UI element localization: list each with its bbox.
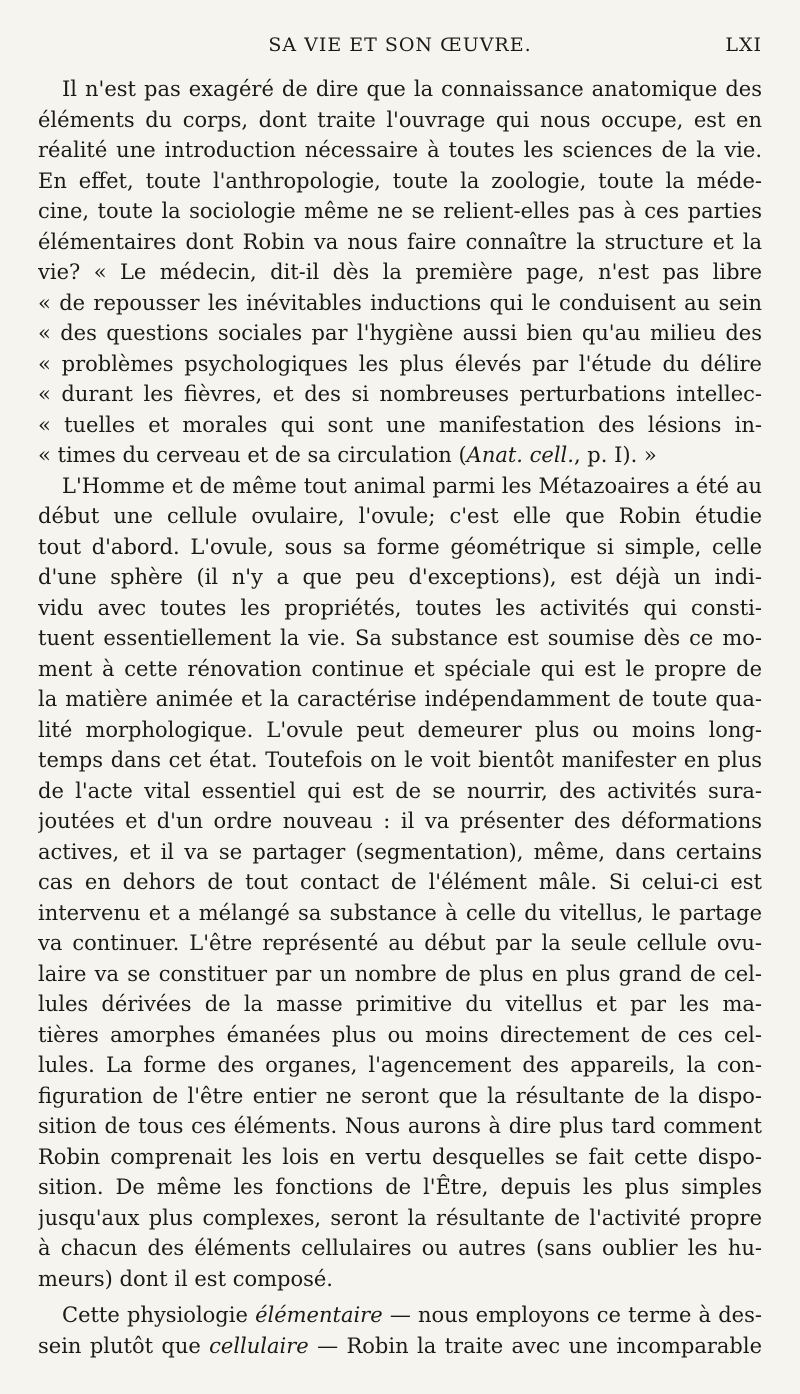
text-line: à chacun des éléments cellulaires ou autres (sans oublier les hu-	[38, 1236, 762, 1260]
text-line: tuent essentiellement la vie. Sa substance est soumise dès ce mo-	[38, 626, 762, 650]
text-line: meurs) dont il est composé.	[38, 1266, 333, 1291]
text-line: L'Homme et de même tout animal parmi les Métazoaires a été au	[62, 473, 762, 498]
text-line: joutées et d'un ordre nouveau : il va présenter des déformations	[38, 809, 762, 833]
italic-term: cellulaire	[209, 1333, 309, 1358]
text-line: En effet, toute l'anthropologie, toute la zoologie, toute la méde-	[38, 168, 762, 193]
paragraph-2	[38, 471, 762, 1295]
line-text: — nous employons ce terme à des-	[382, 1303, 762, 1327]
text-line	[38, 440, 762, 471]
text-line: « durant les fièvres, et des si nombreuses perturbations intellec-	[38, 382, 762, 406]
italic-term: élémentaire	[255, 1303, 383, 1327]
citation-italic: Anat. cell.	[466, 443, 574, 467]
page-number: LXI	[725, 34, 762, 56]
text-line: élémentaires dont Robin va nous faire connaître la structure et la	[38, 229, 762, 254]
text-line	[38, 1331, 762, 1362]
text-line: figuration de l'être entier ne seront que la résultante de la dispo-	[38, 1083, 762, 1108]
text-line: lules dérivées de la masse primitive du vitellus et par les ma-	[38, 992, 762, 1016]
text-line: tout d'abord. L'ovule, sous sa forme géométrique si simple, celle	[38, 534, 762, 559]
text-line: « problèmes psychologiques les plus élevés par l'étude du délire	[38, 351, 762, 376]
text-line: intervenu et a mélangé sa substance à celle du vitellus, le partage	[38, 900, 762, 925]
text-line: de l'acte vital essentiel qui est de se nourrir, des activités sura-	[38, 778, 762, 803]
text-line: cine, toute la sociologie même ne se relient-elles pas à ces parties	[38, 199, 762, 223]
paragraph-3	[38, 1300, 762, 1361]
text-line: la matière animée et la caractérise indépendamment de toute qua-	[38, 687, 762, 711]
text-line: ment à cette rénovation continue et spéciale qui est le propre de	[38, 656, 762, 681]
text-line: « des questions sociales par l'hygiène aussi bien qu'au milieu des	[38, 321, 762, 345]
text-line	[38, 1300, 762, 1331]
text-line: Il n'est pas exagéré de dire que la connaissance anatomique des	[62, 77, 762, 101]
text-line: « de repousser les inévitables inductions qui le conduisent au sein	[38, 290, 762, 315]
line-text: « times du cerveau et de sa circulation (	[38, 443, 467, 467]
text-line: temps dans cet état. Toutefois on le voit bientôt manifester en plus	[38, 748, 762, 772]
line-text: Cette physiologie	[62, 1303, 256, 1327]
text-line: lules. La forme des organes, l'agencement des appareils, la con-	[38, 1053, 762, 1077]
text-line: éléments du corps, dont traite l'ouvrage qui nous occupe, est en	[38, 107, 762, 132]
text-line: réalité une introduction nécessaire à toutes les sciences de la vie.	[38, 138, 762, 162]
text-line: début une cellule ovulaire, l'ovule; c'est elle que Robin étudie	[38, 504, 762, 528]
text-line: « tuelles et morales qui sont une manifestation des lésions in-	[38, 412, 762, 437]
text-line: lité morphologique. L'ovule peut demeurer plus ou moins long-	[38, 717, 762, 742]
text-line: cas en dehors de tout contact de l'élément mâle. Si celui-ci est	[38, 870, 762, 894]
text-line: jusqu'aux plus complexes, seront la résultante de l'activité propre	[38, 1205, 762, 1230]
text-line: tières amorphes émanées plus ou moins directement de ces cel-	[38, 1022, 762, 1047]
text-line: actives, et il va se partager (segmentation), même, dans certains	[38, 839, 762, 864]
body-text	[38, 74, 762, 1361]
text-line: sition. De même les fonctions de l'Être, depuis les plus simples	[38, 1175, 762, 1199]
running-head: SA VIE ET SON ŒUVRE.	[268, 34, 532, 56]
text-line: vie? « Le médecin, dit-il dès la première page, n'est pas libre	[38, 260, 762, 284]
text-line: Robin comprenait les lois en vertu desquelles se fait cette dispo-	[38, 1144, 762, 1169]
paragraph-1	[38, 74, 762, 471]
line-text: sein plutôt que	[38, 1333, 210, 1358]
line-text: — Robin la traite avec une incomparable	[308, 1333, 762, 1358]
text-line: vidu avec toutes les propriétés, toutes les activités qui consti-	[38, 595, 762, 620]
text-line: laire va se constituer par un nombre de plus en plus grand de cel-	[38, 961, 762, 986]
text-line: sition de tous ces éléments. Nous aurons à dire plus tard comment	[38, 1114, 762, 1138]
line-text: , p. I). »	[573, 443, 657, 467]
text-line: va continuer. L'être représenté au début par la seule cellule ovu-	[38, 931, 762, 955]
text-line: d'une sphère (il n'y a que peu d'exceptions), est déjà un indi-	[38, 565, 762, 589]
page-header	[38, 34, 762, 60]
